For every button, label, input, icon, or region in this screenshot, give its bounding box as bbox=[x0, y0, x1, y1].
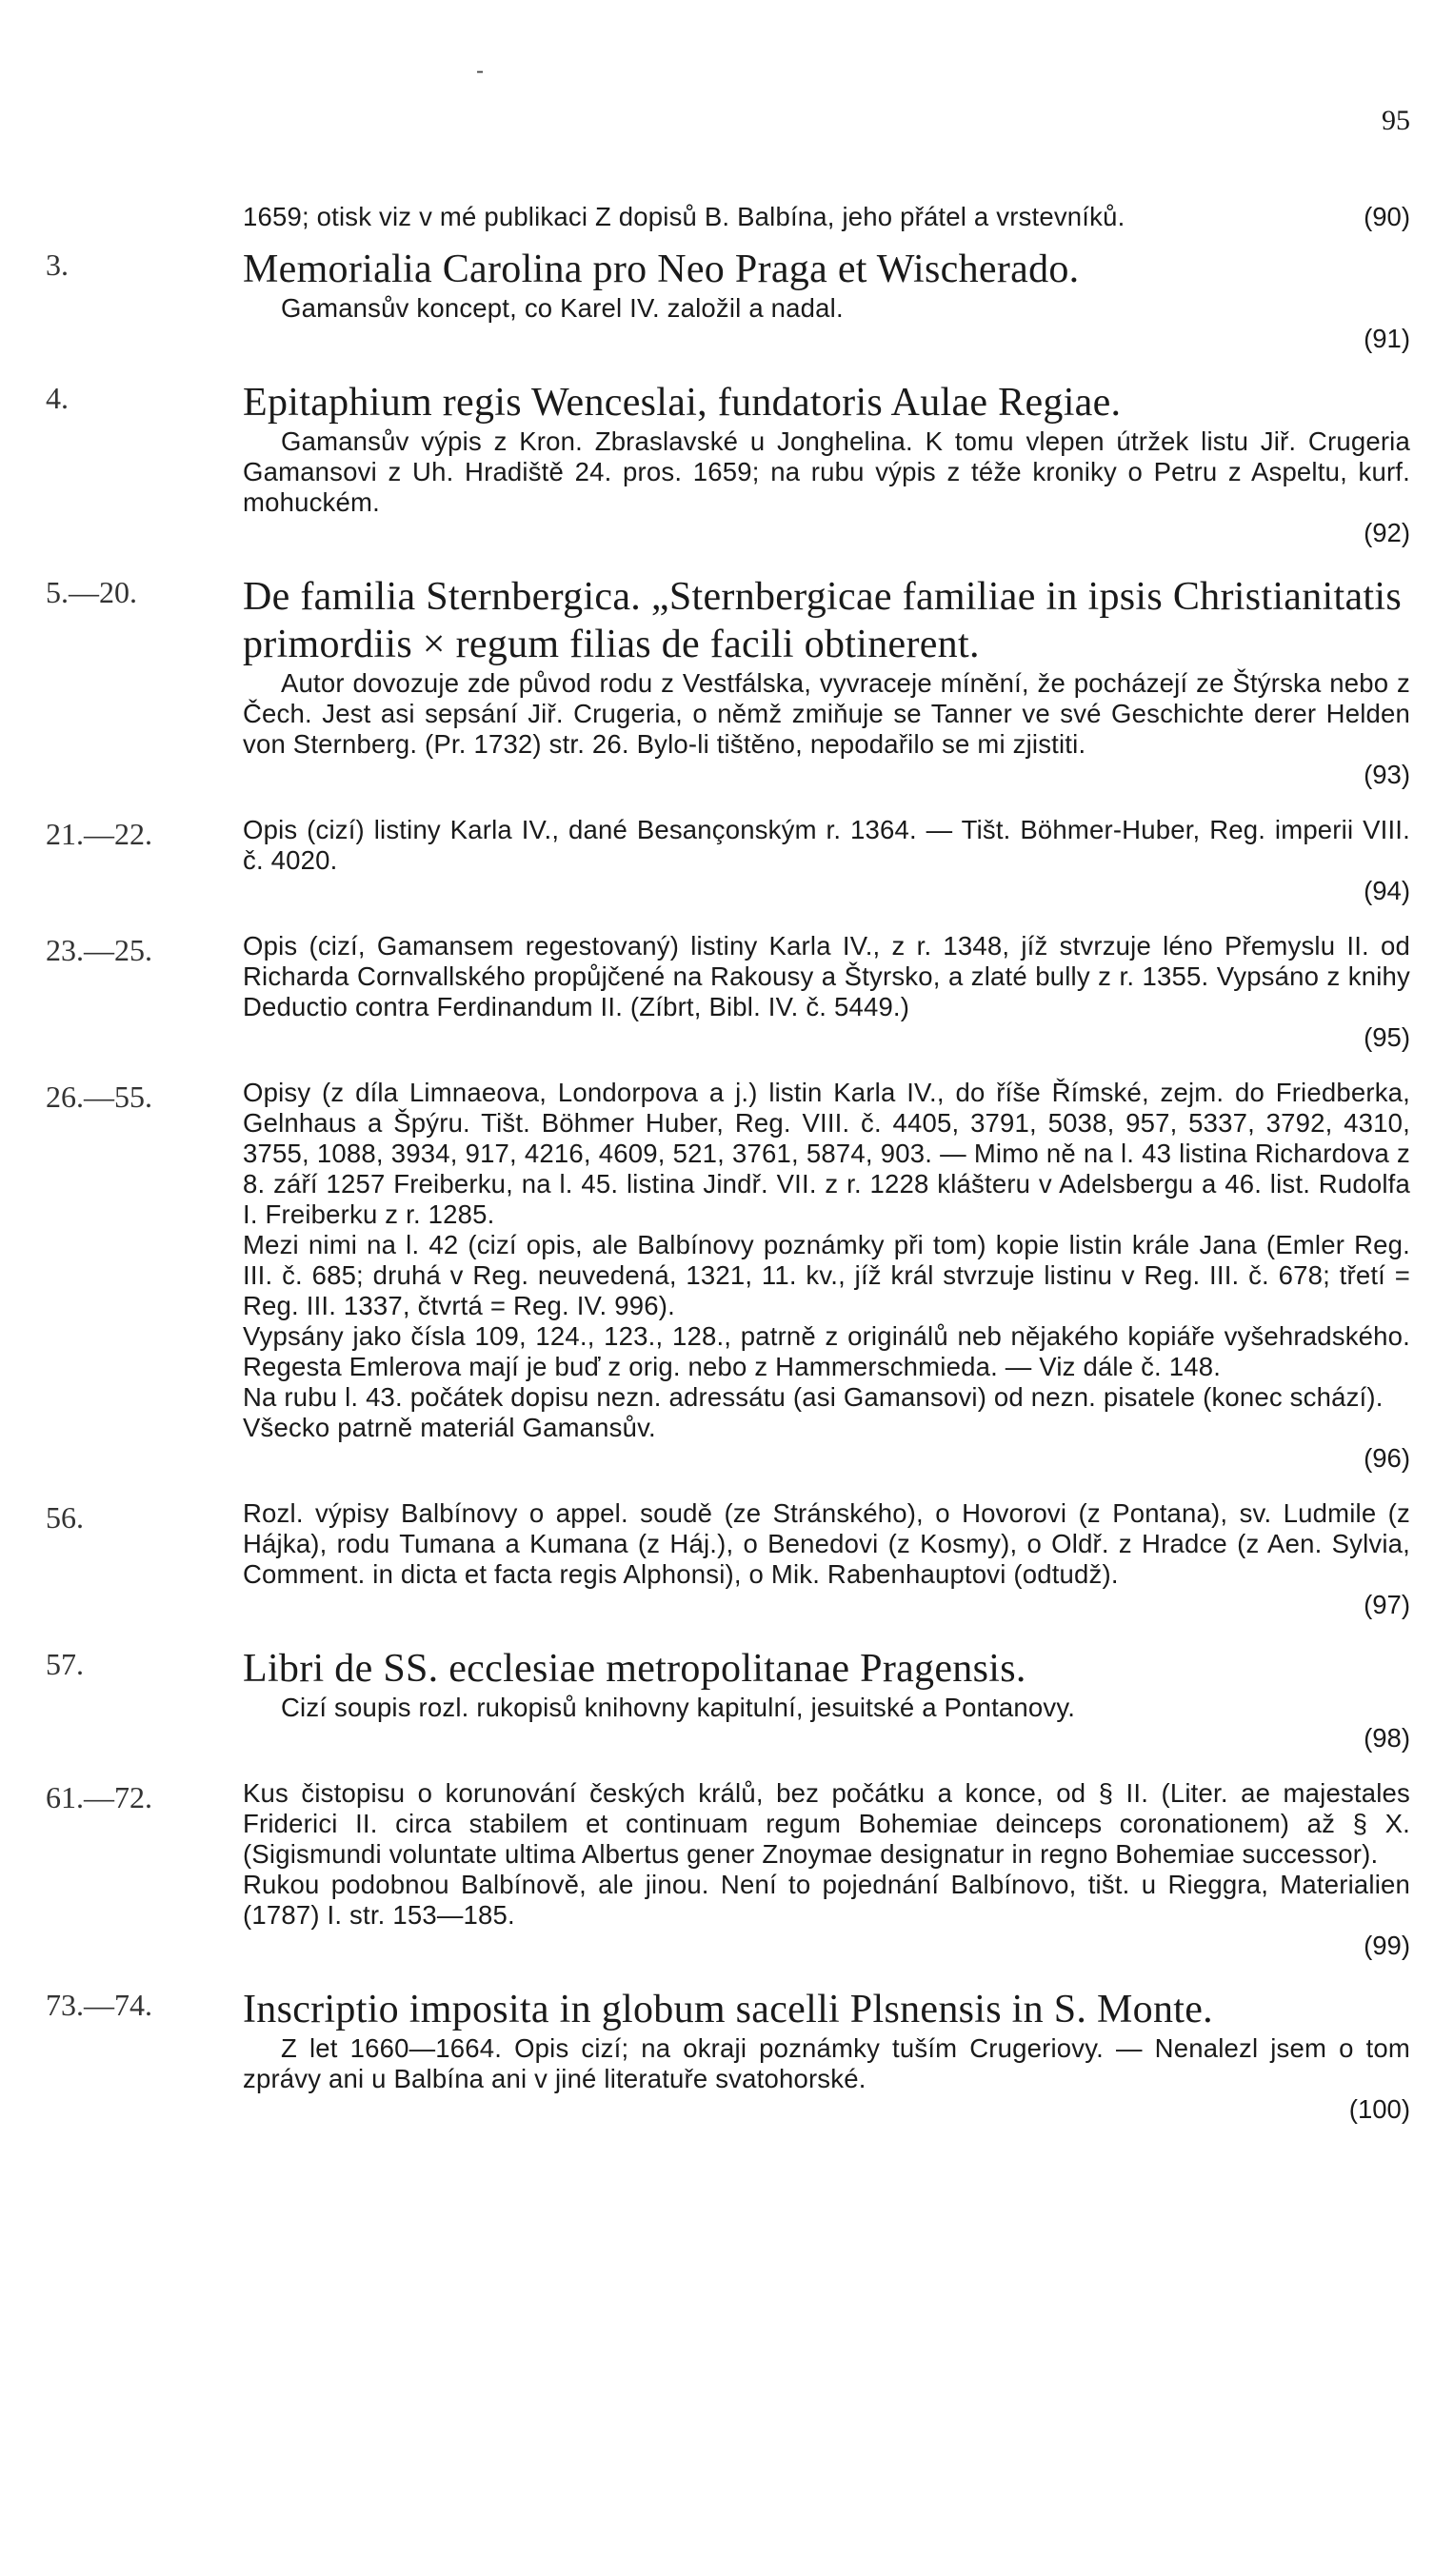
catalog-entry bbox=[0, 573, 1454, 790]
continuation-paragraph bbox=[243, 202, 1410, 232]
entry-number: 26.—55. bbox=[46, 1080, 152, 1114]
entry-body bbox=[243, 1078, 1410, 1474]
entry-number: 23.—25. bbox=[46, 933, 152, 967]
entry-body bbox=[243, 1498, 1410, 1620]
entry-paragraph: Rukou podobnou Balbínově, ale jinou. Není to pojednání Balbínovo, tišt. u Rieggra, Materialien (1787) I. str. 153—185. bbox=[243, 1870, 1410, 1930]
entry-paragraph: Rozl. výpisy Balbínovy o appel. soudě (ze Stránského), o Hovorovi (z Pontana), sv. Ludmile (z Hájka), rodu Tumana a Kumana (z Háj.), o Benedovi (z Kosmy), o Oldř. z Hradce (z Aen. Sylvia, Comment. in dicta et facta regis Alphonsi), o Mik. Rabenhauptovi (odtudž). bbox=[243, 1498, 1410, 1589]
continuation-text: 1659; otisk viz v mé publikaci Z dopisů B. Balbína, jeho přátel a vrstevníků. bbox=[243, 202, 1125, 231]
entry-number: 57. bbox=[46, 1647, 84, 1681]
entry-ref-number: (98) bbox=[1364, 1723, 1410, 1753]
entry-paragraph: Mezi nimi na l. 42 (cizí opis, ale Balbínovy poznámky při tom) kopie listin krále Jana (Emler Reg. III. č. 685; druhá v Reg. neuvedená, 1321, 11. kv., jíž král stvrzuje listinu v Reg. III. č. 678; třetí = Reg. III. 1337, čtvrtá = Reg. IV. 996). bbox=[243, 1230, 1410, 1320]
entry-paragraph: Opisy (z díla Limnaeova, Londorpova a j.) listin Karla IV., do říše Římské, zejm. do Friedberka, Gelnhaus a Špýru. Tišt. Böhmer Huber, Reg. VIII. č. 4405, 3791, 5038, 957, 5337, 3792, 4310, 3755, 1088, 3934, 917, 4216, 4609, 521, 3761, 5874, 903. — Mimo ně na l. 43 listina Richardova z 8. září 1257 Freiberku, na l. 45. listina Jindř. VII. z r. 1228 klášteru v Adelsbergu a 46. list. Rudolfa I. Freiberku z r. 1285. bbox=[243, 1078, 1410, 1229]
entry-ref-number: (96) bbox=[1364, 1443, 1410, 1473]
entry-paragraph: Opis (cizí, Gamansem regestovaný) listiny Karla IV., z r. 1348, jíž stvrzuje léno Přemyslu II. od Richarda Cornvallského propůjčené na Rakousy a Štyrsko, a zlaté bully z r. 1355. Vypsáno z knihy Deductio contra Ferdinandum II. (Zíbrt, Bibl. IV. č. 5449.) bbox=[243, 931, 1410, 1021]
entry-number: 61.—72. bbox=[46, 1780, 152, 1814]
catalog-entry bbox=[0, 379, 1454, 548]
continuation-ref: (90) bbox=[1364, 202, 1410, 231]
entry-number: 4. bbox=[46, 381, 69, 415]
entry-title: Libri de SS. ecclesiae metropolitanae Pragensis. bbox=[243, 1647, 1026, 1691]
entry-paragraph: Gamansův výpis z Kron. Zbraslavské u Jonghelina. K tomu vlepen útržek listu Jiř. Crugeria Gamansovi z Uh. Hradiště 24. pros. 1659; na rubu výpis z téže kroniky o Petru z Aspeltu, kurf. mohuckém. bbox=[243, 426, 1410, 517]
entry-body bbox=[243, 1778, 1410, 1961]
page-number: 95 bbox=[1382, 105, 1410, 136]
entry-ref-number: (95) bbox=[1364, 1022, 1410, 1052]
entry-body bbox=[243, 815, 1410, 906]
catalog-entry bbox=[0, 1645, 1454, 1754]
catalog-entry bbox=[0, 1498, 1454, 1620]
entry-paragraph: Na rubu l. 43. počátek dopisu nezn. adressátu (asi Gamansovi) od nezn. pisatele (konec schází). bbox=[243, 1382, 1384, 1412]
top-mark: - bbox=[476, 57, 485, 84]
entry-paragraph: Z let 1660—1664. Opis cizí; na okraji poznámky tuším Crugeriovy. — Nenalezl jsem o tom zprávy ani u Balbína ani v jiné literatuře svatohorské. bbox=[243, 2033, 1410, 2093]
entry-number: 56. bbox=[46, 1500, 84, 1535]
entry-ref-number: (99) bbox=[1364, 1931, 1410, 1960]
entry-paragraph: Gamansův koncept, co Karel IV. založil a nadal. bbox=[281, 293, 844, 323]
entry-ref-number: (92) bbox=[1364, 518, 1410, 547]
entry-paragraph: Všecko patrně materiál Gamansův. bbox=[243, 1413, 656, 1442]
catalog-entry bbox=[0, 1078, 1454, 1474]
entry-title: Inscriptio imposita in globum sacelli Plsnensis in S. Monte. bbox=[243, 1988, 1213, 2031]
entry-title: De familia Sternbergica. „Sternbergicae familiae in ipsis Christianitatis primordiis × regum filias de facili obtinerent. bbox=[243, 575, 1402, 666]
entry-ref-number: (91) bbox=[1364, 324, 1410, 353]
entry-body bbox=[243, 1645, 1410, 1754]
catalog-entry bbox=[0, 246, 1454, 354]
entry-body bbox=[243, 931, 1410, 1053]
entry-body bbox=[243, 1986, 1410, 2125]
entry-list bbox=[0, 246, 1454, 2125]
catalog-entry bbox=[0, 931, 1454, 1053]
page-content bbox=[0, 202, 1454, 2150]
entry-body bbox=[243, 379, 1410, 548]
entry-number: 3. bbox=[46, 248, 69, 282]
entry-body bbox=[243, 246, 1410, 354]
entry-paragraph: Vypsány jako čísla 109, 124., 123., 128., patrně z originálů neb nějakého kopiáře vyšehradského. Regesta Emlerova mají je buď z orig. nebo z Hammerschmieda. — Viz dále č. 148. bbox=[243, 1321, 1410, 1381]
entry-ref-number: (93) bbox=[1364, 760, 1410, 789]
entry-number: 21.—22. bbox=[46, 817, 152, 851]
catalog-entry bbox=[0, 1986, 1454, 2125]
entry-paragraph: Autor dovozuje zde původ rodu z Vestfálska, vyvraceje mínění, že pocházejí ze Štýrska nebo z Čech. Jest asi sepsání Jiř. Crugeria, o němž zmiňuje se Tanner ve své Geschichte derer Helden von Sternberg. (Pr. 1732) str. 26. Bylo-li tištěno, nepodařilo se mi zjistiti. bbox=[243, 668, 1410, 759]
entry-title: Memorialia Carolina pro Neo Praga et Wischerado. bbox=[243, 248, 1080, 291]
entry-paragraph: Kus čistopisu o korunování českých králů, bez počátku a konce, od § II. (Liter. ae majestales Friderici II. circa stabilem et continuam regum Bohemiae deinceps coronationem) až § X. (Sigismundi voluntate ultima Albertus gener Znoymae designatur in regno Bohemiae successor). bbox=[243, 1778, 1410, 1869]
entry-title: Epitaphium regis Wenceslai, fundatoris Aulae Regiae. bbox=[243, 381, 1122, 425]
entry-ref-number: (97) bbox=[1364, 1590, 1410, 1619]
entry-ref-number: (94) bbox=[1364, 876, 1410, 905]
entry-ref-number: (100) bbox=[1348, 2094, 1410, 2124]
entry-number: 73.—74. bbox=[46, 1988, 152, 2022]
entry-body bbox=[243, 573, 1410, 790]
entry-paragraph: Cizí soupis rozl. rukopisů knihovny kapitulní, jesuitské a Pontanovy. bbox=[281, 1693, 1076, 1722]
catalog-entry bbox=[0, 815, 1454, 906]
catalog-entry bbox=[0, 1778, 1454, 1961]
entry-paragraph: Opis (cizí) listiny Karla IV., dané Besançonským r. 1364. — Tišt. Böhmer-Huber, Reg. imperii VIII. č. 4020. bbox=[243, 815, 1410, 875]
entry-number: 5.—20. bbox=[46, 575, 137, 609]
